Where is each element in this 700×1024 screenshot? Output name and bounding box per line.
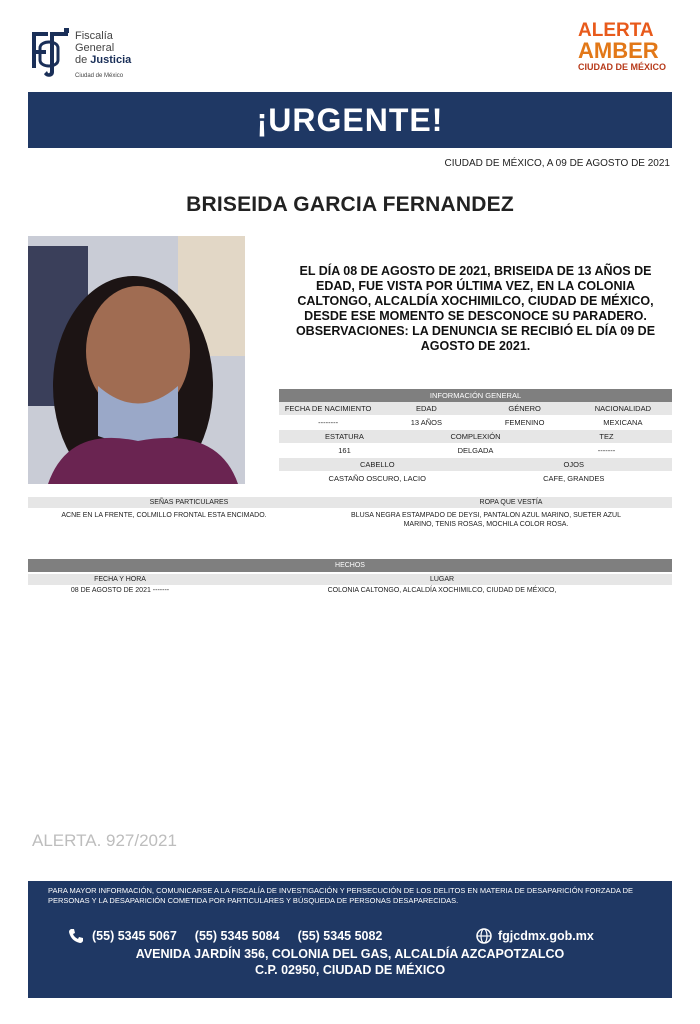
address xyxy=(28,946,672,978)
particulares-table xyxy=(28,497,672,530)
website-link[interactable]: fgjcdmx.gob.mx xyxy=(498,929,594,943)
org-line-2: General xyxy=(75,42,115,54)
hechos-title: HECHOS xyxy=(28,559,672,572)
org-name xyxy=(75,30,131,82)
website xyxy=(476,928,594,944)
footer-info: PARA MAYOR INFORMACIÓN, COMUNICARSE A LA FISCALÍA DE INVESTIGACIÓN Y PERSECUCIÓN DE LOS DELITOS EN MATERIA DE DESAPARICIÓN FORZADA DE PERSONAS Y LA DESAPARICIÓN COMETIDA POR PARTICULARES Y BÚSQUEDA DE PERSONAS DESAPARECIDAS. xyxy=(48,886,633,905)
general-header-row-3: CABELLO OJOS xyxy=(279,458,672,471)
general-info-title: INFORMACIÓN GENERAL xyxy=(279,389,672,402)
general-value-row-1: -------- 13 AÑOS FEMENINO MEXICANA xyxy=(318,418,643,427)
hechos-values: 08 DE AGOSTO DE 2021 ------- COLONIA CALTONGO, ALCALDÍA XOCHIMILCO, CIUDAD DE MÉXICO, xyxy=(70,587,557,594)
general-value-row-2: 161 DELGADA ------- xyxy=(338,446,616,455)
alert-number: ALERTA. 927/2021 xyxy=(32,831,177,850)
urgent-banner: ¡URGENTE! xyxy=(28,92,672,148)
issue-date: CIUDAD DE MÉXICO, A 09 DE AGOSTO DE 2021 xyxy=(444,158,670,169)
general-value-row-3: CASTAÑO OSCURO, LACIO CAFE, GRANDES xyxy=(328,474,605,483)
phone-1[interactable]: (55) 5345 5067 xyxy=(92,929,177,943)
general-header-row-1: FECHA DE NACIMIENTO EDAD GÉNERO NACIONALIDAD xyxy=(279,402,672,415)
fgj-logo-icon xyxy=(28,26,72,82)
person-name: BRISEIDA GARCIA FERNANDEZ xyxy=(186,193,514,216)
address-line-1: AVENIDA JARDÍN 356, COLONIA DEL GAS, ALCALDÍA AZCAPOTZALCO xyxy=(135,947,565,961)
org-line-1: Fiscalía xyxy=(75,30,113,42)
alerta-amber-logo xyxy=(578,22,674,88)
particulares-header: SEÑAS PARTICULARES ROPA QUE VESTÍA xyxy=(28,497,672,508)
particulares-values: ACNE EN LA FRENTE, COLMILLO FRONTAL ESTA ENCIMADO. BLUSA NEGRA ESTAMPADO DE DEYSI, PANTALON AZUL MARINO, SUETER AZUL MARINO, TENIS ROSAS, MOCHILA COLOR ROSA. xyxy=(61,512,621,528)
org-line-4: Ciudad de México xyxy=(75,73,124,79)
amber-line-2: AMBER xyxy=(578,38,659,63)
phone-icon xyxy=(68,928,84,944)
amber-line-3: CIUDAD DE MÉXICO xyxy=(578,62,667,72)
person-photo xyxy=(28,236,245,484)
general-info-table xyxy=(279,389,672,486)
address-line-2: C.P. 02950, CIUDAD DE MÉXICO xyxy=(254,963,446,977)
general-header-row-2: ESTATURA COMPLEXIÓN TEZ xyxy=(279,430,672,443)
description: EL DÍA 08 DE AGOSTO DE 2021, BRISEIDA DE 13 AÑOS DE EDAD, FUE VISTA POR ÚLTIMA VEZ, EN LA COLONIA CALTONGO, ALCALDÍA XOCHIMILCO, CIUDAD DE MÉXICO, DESDE ESE MOMENTO SE DESCONOCE SU PARADERO. OBSERVACIONES: LA DENUNCIA SE RECIBIÓ EL DÍA 09 DE AGOSTO DE 2021. xyxy=(295,264,656,353)
phone-numbers xyxy=(68,928,382,944)
header xyxy=(0,0,700,90)
phone-3[interactable]: (55) 5345 5082 xyxy=(297,929,383,943)
org-line-3: de Justicia xyxy=(75,54,132,66)
hechos-header: FECHA Y HORA LUGAR xyxy=(28,574,672,585)
footer xyxy=(28,881,672,998)
phone-2[interactable]: (55) 5345 5084 xyxy=(194,929,280,943)
amber-line-1: ALERTA xyxy=(578,20,654,41)
hechos-table xyxy=(28,559,672,597)
globe-icon xyxy=(476,928,492,944)
